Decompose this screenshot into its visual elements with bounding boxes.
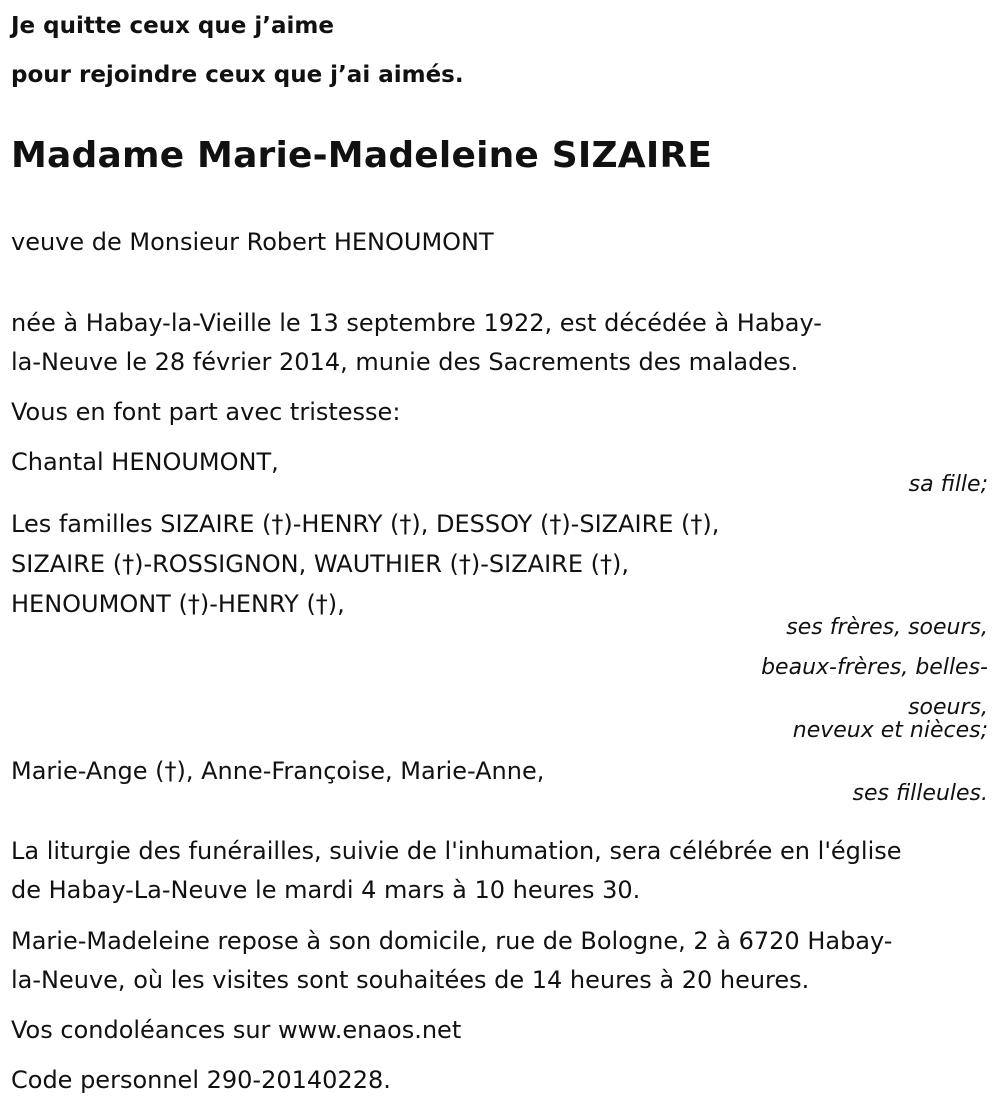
families-line-1: Les familles SIZAIRE (†)-HENRY (†), DESSOY (†)-SIZAIRE (†), (11, 510, 720, 538)
families-line-3: HENOUMONT (†)-HENRY (†), (11, 590, 345, 618)
families-role-2: beaux-frères, belles- (761, 655, 988, 680)
condolences: Vos condoléances sur www.enaos.net (11, 1016, 462, 1044)
personal-code: Code personnel 290-20140228. (11, 1066, 391, 1094)
families-role-3: soeurs, (908, 695, 988, 720)
quote-line-2: pour rejoindre ceux que j’ai aimés. (11, 62, 464, 88)
deceased-name: Madame Marie-Madeleine SIZAIRE (11, 135, 713, 176)
goddaughters-role: ses filleules. (852, 781, 988, 806)
funeral-line-1: La liturgie des funérailles, suivie de l'inhumation, sera célébrée en l'église (11, 837, 902, 865)
families-role-1: ses frères, soeurs, (786, 615, 988, 640)
birth-death-line-1: née à Habay-la-Vieille le 13 septembre 1922, est décédée à Habay- (11, 309, 822, 337)
announcement: Vous en font part avec tristesse: (11, 398, 401, 426)
quote-line-1: Je quitte ceux que j’aime (11, 13, 334, 39)
birth-death-line-2: la-Neuve le 28 février 2014, munie des Sacrements des malades. (11, 348, 799, 376)
visits-line-2: la-Neuve, où les visites sont souhaitées de 14 heures à 20 heures. (11, 966, 810, 994)
goddaughters: Marie-Ange (†), Anne-Françoise, Marie-Anne, (11, 757, 545, 785)
daughter-name: Chantal HENOUMONT, (11, 448, 279, 476)
funeral-line-2: de Habay-La-Neuve le mardi 4 mars à 10 heures 30. (11, 876, 641, 904)
daughter-role: sa fille; (908, 472, 988, 497)
visits-line-1: Marie-Madeleine repose à son domicile, rue de Bologne, 2 à 6720 Habay- (11, 927, 893, 955)
families-role-4: neveux et nièces; (792, 718, 988, 743)
widow-of: veuve de Monsieur Robert HENOUMONT (11, 228, 494, 256)
families-line-2: SIZAIRE (†)-ROSSIGNON, WAUTHIER (†)-SIZAIRE (†), (11, 550, 629, 578)
